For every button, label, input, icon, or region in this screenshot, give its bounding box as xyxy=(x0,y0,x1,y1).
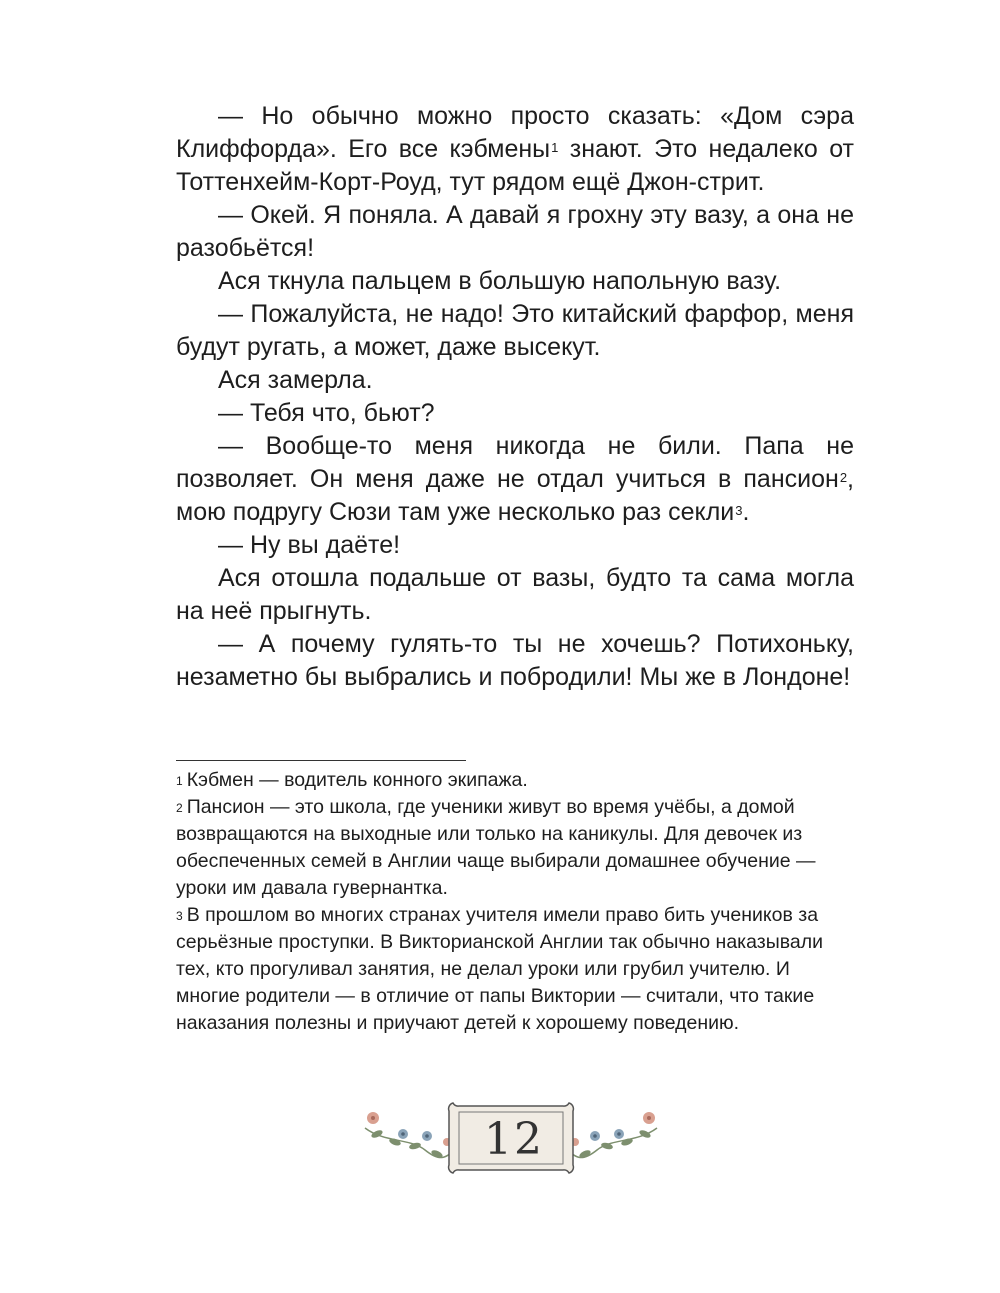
footnote: $^1$ Кэбмен — водитель конного экипажа. xyxy=(176,769,528,791)
footnote-mark: 2 xyxy=(176,801,183,815)
footnotes xyxy=(176,767,854,1037)
main-text xyxy=(176,100,854,694)
paragraph: — А почему гулять-то ты не хочешь? Потихоньку, незаметно бы выбрались и побродили! Мы же в Лондоне! xyxy=(176,630,854,691)
paragraph: — Тебя что, бьют? xyxy=(218,399,435,427)
paragraph: Ася ткнула пальцем в большую напольную вазу. xyxy=(218,267,782,295)
paragraph: — Окей. Я поняла. А давай я грохну эту вазу, а она не разобьётся! xyxy=(176,201,854,262)
footnote-mark: 1 xyxy=(176,774,183,788)
left-floral-garland-icon xyxy=(365,1112,455,1159)
footnote-ref: 1 xyxy=(551,140,559,155)
footnote: $^2$ Пансион — это школа, где ученики живут во время учёбы, а домой возвращаются на выходные или только на каникулы. Для девочек из обеспеченных семей в Англии чаще выбирали домашнее обучение — уроки им давала гувернантка. xyxy=(176,796,816,899)
footnote-mark: 3 xyxy=(176,909,183,923)
paragraph: Ася отошла подальше от вазы, будто та сама могла на неё прыгнуть. xyxy=(176,564,854,625)
footnote: $^3$ В прошлом во многих странах учителя имели право бить учеников за серьёзные проступки. В Викторианской Англии так обычно наказывали тех, кто прогуливал занятия, не делал уроки или грубил учителю. И многие родители — в отличие от папы Виктории — считали, что такие наказания полезны и приучают детей к хорошему поведению. xyxy=(176,904,823,1034)
footnote-divider xyxy=(176,760,466,761)
page-number: 12 xyxy=(484,1113,544,1165)
paragraph: Ася замерла. xyxy=(218,366,373,394)
paragraph: — Вообще-то меня никогда не били. Папа не позволяет. Он меня даже не отдал учиться в пансион$^2$, мою подругу Сюзи там уже несколько раз секли$^3$. xyxy=(176,432,854,526)
right-floral-garland-icon xyxy=(567,1112,657,1159)
footnote-ref: 2 xyxy=(839,470,848,485)
paragraph: — Ну вы даёте! xyxy=(218,531,401,559)
paragraph: — Пожалуйста, не надо! Это китайский фарфор, меня будут ругать, а может, даже высекут. xyxy=(176,300,854,361)
paragraph: — Но обычно можно просто сказать: «Дом сэра Клиффорда». Его все кэбмены$^1$ знают. Это недалеко от Тоттенхейм-Корт-Роуд, тут рядом ещё Джон-стрит. xyxy=(176,102,855,196)
footnote-ref: 3 xyxy=(735,503,743,518)
